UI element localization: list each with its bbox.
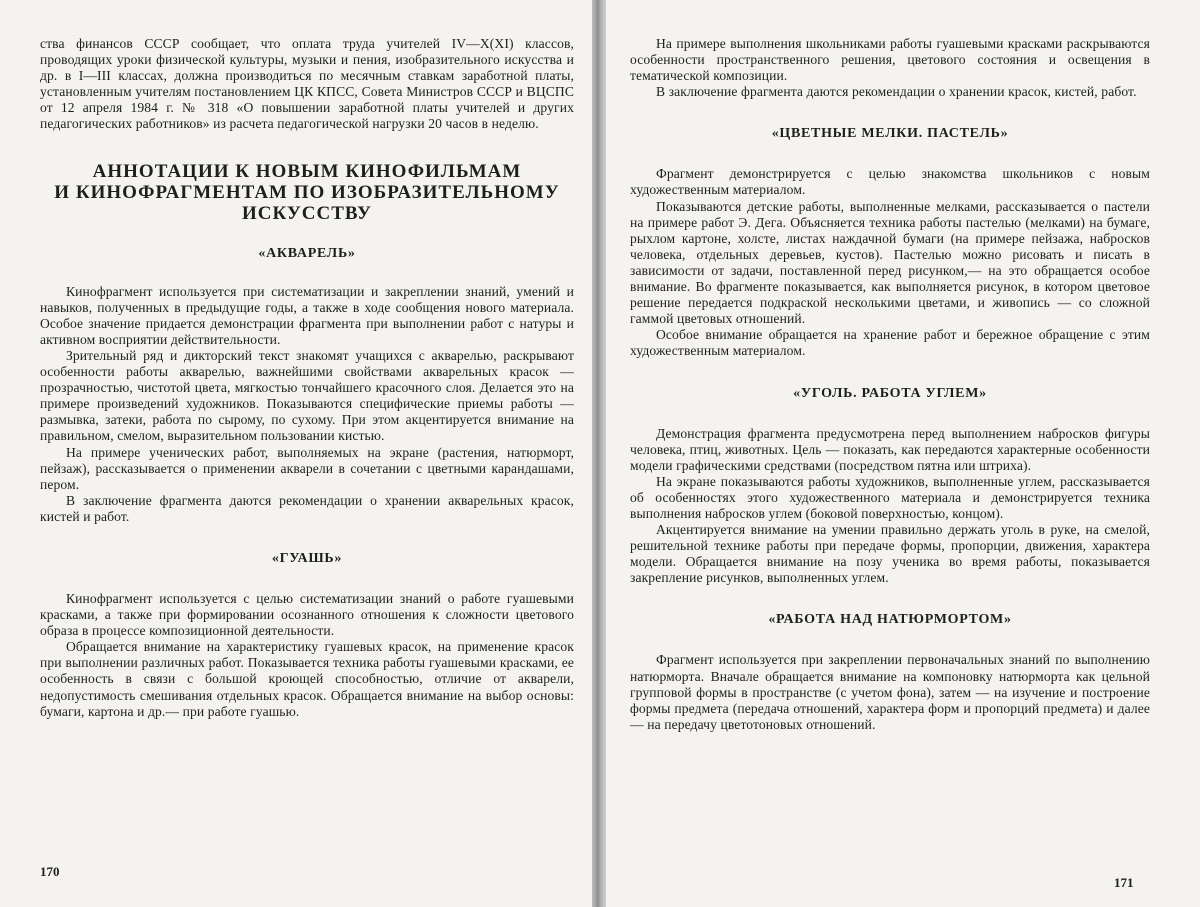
paragraph: Особое внимание обращается на хранение работ и бережное обращение с этим художественным материалом. (630, 327, 1150, 359)
page-number-right: 171 (1114, 875, 1134, 890)
paragraph: На примере выполнения школьниками работы гуашевыми красками раскрываются особенности пространственного решения, цветового состояния и освещения в тематической композиции. (630, 36, 1150, 84)
paragraph: Зрительный ряд и дикторский текст знакомят учащихся с акварелью, раскрывают особенности работы акварелью, важнейшими свойствами акварельных красок — прозрачностью, чистотой цвета, мягкостью тончайшего красочного слоя. Делается это на примере произведений художников. Показываются специфические приемы работы — размывка, затеки, работа по сырому, по сухому. При этом акцентируется внимание на правильном, смелом, выразительном пользовании кистью. (40, 347, 574, 444)
main-title-line: ИСКУССТВУ (241, 202, 373, 224)
section-natyurmort (630, 612, 1150, 732)
main-title (40, 161, 574, 224)
main-title-line: АННОТАЦИИ К НОВЫМ КИНОФИЛЬМАМ (92, 160, 522, 182)
page-number-left: 170 (40, 864, 60, 879)
left-page (0, 0, 592, 907)
section-ugol (630, 386, 1150, 587)
paragraph: Кинофрагмент используется при систематизации и закреплении знаний, умений и навыков, полученных в предыдущие годы, а также в ходе сообщения нового материала. Особое значение придается демонстрации фрагмента при выполнении работ с натуры и активном восприятии действительности. (40, 283, 574, 347)
book-gutter (592, 0, 606, 907)
paragraph: Фрагмент демонстрируется с целью знакомства школьников с новым художественным материалом. (630, 166, 1150, 198)
paragraph: Кинофрагмент используется с целью систематизации знаний о работе гуашевыми красками, а также при формировании осознанного отношения к сложности цветового образа в процессе композиционной деятельности. (40, 590, 574, 639)
paragraph: Обращается внимание на характеристику гуашевых красок, на применение красок при выполнении различных работ. Показывается техника работы гуашевыми красками, ее особенность в связи с большой кроющей способностью, отличие от акварели, недопустимость смешивания отдельных красок. Обращается внимание на выбор основы: бумаги, картона и др.— при работе гуашью. (40, 639, 574, 719)
paragraph: В заключение фрагмента даются рекомендации о хранении красок, кистей, работ. (656, 84, 1137, 100)
main-title-line: И КИНОФРАГМЕНТАМ ПО ИЗОБРАЗИТЕЛЬНОМУ (54, 181, 560, 203)
paragraph: Фрагмент используется при закреплении первоначальных знаний по выполнению натюрморта. Вначале обращается внимание на компоновку натюрморта как цельной групповой формы в пространстве (с учетом фона), затем — на изучение и построение формы предмета (передача отношений, характера форм и пропорций предмета) и далее — на передачу цветотоновых отношений. (630, 652, 1150, 732)
section-title: «АКВАРЕЛЬ» (258, 245, 356, 261)
section-title: «РАБОТА НАД НАТЮРМОРТОМ» (768, 612, 1012, 628)
paragraph: На экране показываются работы художников, выполненные углем, рассказывается об особенностях этого художественного материала и демонстрируется техника выполнения набросков углем (боковой поверхностью, концом). (630, 473, 1150, 521)
section-akvarel (40, 246, 574, 525)
paragraph: Показываются детские работы, выполненные мелками, рассказывается о пастели на примере работ Э. Дега. Объясняется техника работы пастелью (мелками) на бумаге, рыхлом картоне, холсте, листах наждачной бумаги (на примере пейзажа, набросков человека, отдельных деревьев, кустов). Пастелью можно рисовать и писать в зависимости от задачи, поставленной перед рисунком,— на это обращается особое внимание. Во фрагменте показывается, как выполняется рисунок, в котором цветовое решение передается подкраской несколькими цветами, и живопись — со сложной гаммой цветовых отношений. (630, 198, 1150, 327)
paragraph: На примере ученических работ, выполняемых на экране (растения, натюрморт, пейзаж), рассказывается о применении акварели в сочетании с цветными карандашами, пером. (40, 444, 574, 492)
section-title: «ЦВЕТНЫЕ МЕЛКИ. ПАСТЕЛЬ» (771, 126, 1009, 142)
section-pastel (630, 126, 1150, 359)
section-guash (40, 551, 574, 720)
paragraph: В заключение фрагмента даются рекомендации о хранении акварельных красок, кистей и работ. (40, 492, 574, 524)
intro-paragraph: ства финансов СССР сообщает, что оплата труда учителей IV—X(XI) классов, проводящих уроки физической культуры, музыки и пения, изобразительного искусства и др. в I—III классах, должна производиться по месячным ставкам заработной платы, установленным учителям постановлением ЦК КПСС, Совета Министров СССР и ВЦСПС от 12 апреля 1984 г. № 318 «О повышении заработной платы учителей и других педагогических работников» из расчета педагогической нагрузки 20 часов в неделю. (40, 36, 574, 132)
paragraph: Демонстрация фрагмента предусмотрена перед выполнением набросков фигуры человека, птиц, животных. Цель — показать, как передаются характерные особенности модели графическими средствами (посредством пятна или штриха). (630, 425, 1150, 473)
paragraph: Акцентируется внимание на умении правильно держать уголь в руке, на смелой, решительной технике работы при передаче формы, пропорции, движения, характера модели. Обращается внимание на позу ученика во время работы, показывается закрепление рисунков, выполненных углем. (630, 522, 1150, 586)
section-title: «УГОЛЬ. РАБОТА УГЛЕМ» (793, 385, 987, 401)
right-page (606, 0, 1200, 907)
section-title: «ГУАШЬ» (271, 550, 343, 566)
